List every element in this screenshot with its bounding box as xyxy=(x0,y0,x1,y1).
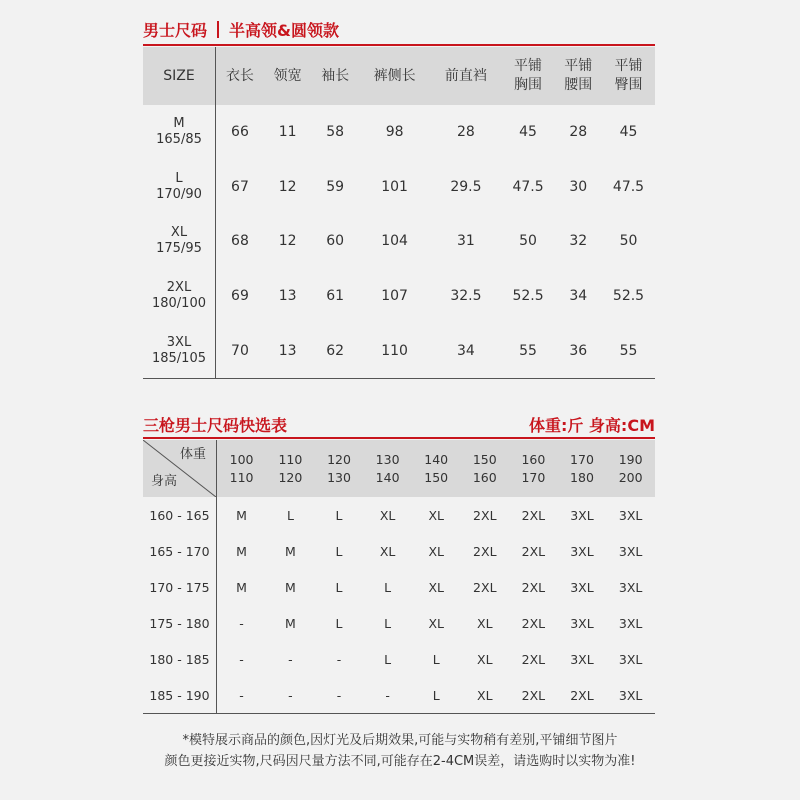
size-result-cell: M xyxy=(285,543,296,559)
table-row xyxy=(143,677,655,714)
measure-cell: 50 xyxy=(519,233,537,250)
size-result-cell: M xyxy=(285,579,296,595)
weight-range-top: 100 xyxy=(229,451,254,467)
size-result-cell: - xyxy=(239,651,244,667)
weight-range-top: 110 xyxy=(278,451,303,467)
note-line-2: 颜色更接近实物,尺码因尺量方法不同,可能存在2-4CM误差，请选购时以实物为准! xyxy=(164,754,636,769)
size-result-cell: 3XL xyxy=(570,543,594,559)
weight-range-bottom: 180 xyxy=(570,469,594,485)
header-label-line: 衣长 xyxy=(225,67,254,84)
weight-range-bottom: 150 xyxy=(424,469,449,485)
size-result-cell: 2XL xyxy=(473,543,497,559)
section1-title: 男士尺码 xyxy=(143,21,208,40)
size-spec: 185/105 xyxy=(151,350,206,366)
table-row xyxy=(143,105,655,160)
corner-height-label: 身高 xyxy=(151,474,178,489)
header-col xyxy=(216,47,264,105)
header-label-line: 臀围 xyxy=(614,77,643,93)
measure-cell: 52.5 xyxy=(512,288,544,305)
size-result-cell: 2XL xyxy=(473,579,497,595)
section1-subtitle: 半高领&圆领款 xyxy=(229,21,339,40)
size-spec: 165/85 xyxy=(156,132,202,148)
size-result-cell: 2XL xyxy=(521,615,546,631)
size-cell xyxy=(143,160,216,215)
size-cell xyxy=(143,323,216,378)
weight-range-top: 170 xyxy=(570,451,594,467)
header-label-line: 平铺 xyxy=(514,58,543,74)
measure-cell: 55 xyxy=(502,323,555,378)
measure-cell: 101 xyxy=(381,178,408,195)
size-result-cell: XL xyxy=(461,677,510,714)
size-result-cell: - xyxy=(217,677,267,714)
size-result-cell: M xyxy=(236,579,247,595)
size-result-cell: XL xyxy=(428,543,444,559)
size-result-cell: 2XL xyxy=(558,677,607,714)
height-range-cell: 185 - 190 xyxy=(143,677,217,714)
size-result-cell: 3XL xyxy=(606,677,655,714)
measure-cell: 67 xyxy=(231,178,249,195)
weight-range-top: 140 xyxy=(424,451,449,467)
weight-range-header xyxy=(363,440,412,497)
header-label-line: 裤侧长 xyxy=(373,67,416,84)
size-result-cell: L xyxy=(384,651,392,667)
weight-range-header xyxy=(461,440,510,497)
header-col xyxy=(311,47,359,105)
height-range-cell: 170 - 175 xyxy=(143,569,217,605)
weight-range-header xyxy=(266,440,315,497)
size-result-cell: L xyxy=(384,615,392,631)
weight-range-header xyxy=(412,440,461,497)
size-result-cell: - xyxy=(239,615,244,631)
table-row xyxy=(143,214,655,269)
size-result-cell: 3XL xyxy=(618,507,643,523)
header-col xyxy=(555,47,603,105)
size-result-cell: XL xyxy=(428,579,444,595)
header-label-line: 袖长 xyxy=(321,67,350,84)
measure-cell: 68 xyxy=(231,233,249,250)
size-name: L xyxy=(175,170,183,186)
corner-weight-label: 体重 xyxy=(179,447,206,462)
size-result-cell: XL xyxy=(428,615,444,631)
size-result-cell: - xyxy=(315,677,364,714)
size-result-cell: 3XL xyxy=(618,579,643,595)
weight-range-top: 150 xyxy=(472,451,497,467)
size-result-cell: L xyxy=(335,507,343,523)
header-col xyxy=(430,47,501,105)
weight-range-header xyxy=(315,440,364,497)
size-result-cell: L xyxy=(384,579,392,595)
measure-cell: 13 xyxy=(278,288,297,305)
measure-cell: 28 xyxy=(457,124,475,141)
measure-cell: 32.5 xyxy=(450,288,482,305)
measure-cell: 61 xyxy=(326,288,345,305)
measure-cell: 62 xyxy=(311,323,359,378)
measure-cell: 58 xyxy=(326,124,345,141)
size-spec: 180/100 xyxy=(151,296,206,312)
measure-cell: 66 xyxy=(231,124,249,141)
measure-cell: 12 xyxy=(278,178,297,195)
size-name: M xyxy=(173,116,185,132)
header-label-line: 前直裆 xyxy=(444,67,487,84)
size-result-cell: M xyxy=(236,507,247,523)
weight-range-header xyxy=(217,440,267,497)
note-line-1: *模特展示商品的颜色,因灯光及后期效果,可能与实物稍有差别,平铺细节图片 xyxy=(182,733,618,748)
measure-cell: 31 xyxy=(457,233,475,250)
measure-cell: 47.5 xyxy=(612,178,645,195)
size-cell xyxy=(143,105,216,160)
table-row xyxy=(143,533,655,569)
weight-range-bottom: 160 xyxy=(472,469,497,485)
size-result-cell: 2XL xyxy=(521,651,546,667)
measure-cell: 47.5 xyxy=(512,178,544,195)
size-name: 3XL xyxy=(166,334,192,350)
section2-title: 三枪男士尺码快选表 xyxy=(143,416,288,435)
measure-cell: 30 xyxy=(569,178,588,195)
size-result-cell: L xyxy=(335,543,343,559)
measure-cell: 70 xyxy=(216,323,264,378)
measure-cell: 32 xyxy=(569,233,588,250)
weight-range-bottom: 170 xyxy=(521,469,546,485)
measure-cell: 98 xyxy=(385,124,404,141)
quick-size-table xyxy=(143,440,655,714)
measure-cell: 55 xyxy=(602,323,655,378)
table-row xyxy=(143,641,655,677)
size-result-cell: 3XL xyxy=(618,615,643,631)
weight-range-top: 160 xyxy=(521,451,546,467)
height-range-cell: 165 - 170 xyxy=(143,533,217,569)
weight-range-bottom: 130 xyxy=(327,469,351,485)
size-result-cell: 3XL xyxy=(570,615,594,631)
size-result-cell: M xyxy=(236,543,247,559)
section2-divider xyxy=(143,437,655,439)
size-result-cell: 2XL xyxy=(509,677,558,714)
size-result-cell: - xyxy=(266,677,315,714)
size-result-cell: L xyxy=(432,651,440,667)
size-result-cell: XL xyxy=(428,507,444,523)
section1-title-row xyxy=(143,18,339,41)
size-result-cell: 3XL xyxy=(570,507,594,523)
header-label-line: SIZE xyxy=(163,67,195,84)
measure-cell: 11 xyxy=(278,124,297,141)
size-result-cell: 3XL xyxy=(618,543,643,559)
size-result-cell: 3XL xyxy=(570,579,594,595)
measure-cell: 69 xyxy=(231,288,249,305)
size-chart-header-row xyxy=(143,47,655,105)
size-result-cell: 2XL xyxy=(473,507,497,523)
measure-cell: 45 xyxy=(619,124,638,141)
size-result-cell: 2XL xyxy=(521,507,546,523)
height-range-cell: 175 - 180 xyxy=(143,605,217,641)
size-result-cell: XL xyxy=(477,651,493,667)
header-col xyxy=(502,47,555,105)
size-cell xyxy=(143,214,216,269)
measure-cell: 60 xyxy=(326,233,345,250)
measure-cell: 110 xyxy=(359,323,430,378)
size-result-cell: 3XL xyxy=(618,651,643,667)
measure-cell: 12 xyxy=(278,233,297,250)
size-result-cell: XL xyxy=(379,543,396,559)
measure-cell: 107 xyxy=(381,288,408,305)
measure-cell: 52.5 xyxy=(612,288,645,305)
header-label-line: 胸围 xyxy=(514,77,543,93)
measure-cell: 29.5 xyxy=(450,178,482,195)
size-result-cell: 2XL xyxy=(521,543,546,559)
table-row xyxy=(143,605,655,641)
size-result-cell: - xyxy=(288,651,293,667)
measure-cell: 13 xyxy=(264,323,312,378)
section2-unit: 体重:斤 身高:CM xyxy=(528,416,655,435)
table-row xyxy=(143,569,655,605)
header-size xyxy=(143,47,216,105)
header-col xyxy=(602,47,655,105)
table-row xyxy=(143,323,655,378)
size-spec: 175/95 xyxy=(156,241,202,257)
section1-divider xyxy=(143,44,655,46)
size-result-cell: L xyxy=(286,507,294,523)
size-result-cell: L xyxy=(335,579,343,595)
weight-range-header xyxy=(606,440,655,497)
weight-range-header xyxy=(509,440,558,497)
size-result-cell: L xyxy=(412,677,461,714)
weight-range-top: 190 xyxy=(618,451,643,467)
size-result-cell: - xyxy=(363,677,412,714)
size-result-cell: L xyxy=(335,615,343,631)
header-corner-cell xyxy=(143,440,217,497)
header-label-line: 腰围 xyxy=(564,77,593,93)
size-result-cell: 3XL xyxy=(570,651,594,667)
header-label-line: 平铺 xyxy=(614,58,643,74)
notes xyxy=(0,730,800,772)
weight-range-bottom: 110 xyxy=(229,469,254,485)
height-range-cell: 160 - 165 xyxy=(143,497,217,533)
header-col xyxy=(359,47,430,105)
weight-range-top: 130 xyxy=(375,451,400,467)
size-name: 2XL xyxy=(166,280,192,296)
measure-cell: 34 xyxy=(569,288,588,305)
title-separator xyxy=(217,21,219,38)
size-spec: 170/90 xyxy=(156,186,202,202)
table-row xyxy=(143,269,655,324)
size-result-cell: M xyxy=(285,615,296,631)
quick-size-header-row xyxy=(143,440,655,497)
measure-cell: 28 xyxy=(569,124,588,141)
measure-cell: 45 xyxy=(519,124,537,141)
size-result-cell: XL xyxy=(379,507,396,523)
table-row xyxy=(143,160,655,215)
weight-range-bottom: 120 xyxy=(278,469,303,485)
measure-cell: 104 xyxy=(381,233,408,250)
size-result-cell: 2XL xyxy=(521,579,546,595)
size-name: XL xyxy=(170,225,188,241)
weight-range-top: 120 xyxy=(327,451,351,467)
measure-cell: 36 xyxy=(555,323,603,378)
section2-title-row xyxy=(143,413,655,436)
measure-cell: 34 xyxy=(430,323,501,378)
header-label-line: 平铺 xyxy=(564,58,593,74)
weight-range-bottom: 140 xyxy=(375,469,400,485)
height-range-cell: 180 - 185 xyxy=(143,641,217,677)
size-result-cell: - xyxy=(336,651,342,667)
measure-cell: 59 xyxy=(326,178,345,195)
measure-cell: 50 xyxy=(619,233,638,250)
weight-range-bottom: 200 xyxy=(618,469,643,485)
header-col xyxy=(264,47,312,105)
size-cell xyxy=(143,269,216,324)
size-chart-table xyxy=(143,47,655,379)
header-label-line: 领宽 xyxy=(273,67,302,84)
table-row xyxy=(143,497,655,533)
weight-range-header xyxy=(558,440,607,497)
size-result-cell: XL xyxy=(477,615,493,631)
